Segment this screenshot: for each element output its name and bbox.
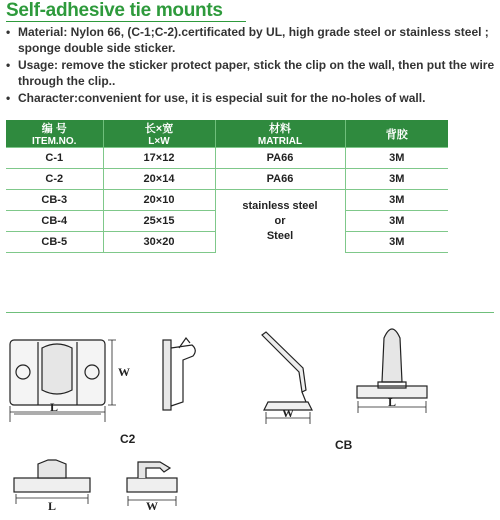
header-item-no-en: ITEM.NO. [32, 136, 77, 147]
bullet-list [4, 24, 498, 107]
bullet-dot: • [6, 91, 11, 105]
c2-front-view [10, 340, 116, 422]
cell-item: C-1 [6, 148, 103, 169]
header-material-en: MATRIAL [257, 136, 303, 147]
material-line: stainless steel [242, 199, 318, 212]
cell-material-merged [215, 190, 345, 253]
cell-item: CB-3 [6, 190, 103, 211]
cell-size: 20×14 [103, 169, 215, 190]
cell-item: C-2 [6, 169, 103, 190]
header-backing-cn: 背胶 [385, 128, 408, 141]
header-size [103, 120, 215, 148]
cell-size: 20×10 [103, 190, 215, 211]
table-header-row [6, 120, 448, 148]
header-material-cn: 材料 [269, 123, 291, 135]
table-row [6, 148, 448, 169]
cell-item: CB-4 [6, 211, 103, 232]
c2-width-label: W [118, 365, 130, 379]
bullet-text: Material: Nylon 66, (C-1;C-2).certificated by UL, high grade steel or stainless steel ; sponge double side sticker. [18, 25, 489, 55]
header-size-cn: 长×宽 [144, 123, 174, 135]
header-material [215, 120, 345, 148]
bullet-material [4, 24, 498, 56]
cell-size: 17×12 [103, 148, 215, 169]
bullet-dot: • [6, 25, 11, 39]
bottom-length-label: L [47, 499, 57, 513]
material-line: Steel [266, 229, 294, 242]
figure-label-cb: CB [335, 438, 353, 452]
bottom-width-label: W [146, 499, 158, 513]
bullet-character [4, 90, 498, 106]
bullet-text: Character:convenient for use, it is especial suit for the no-holes of wall. [18, 91, 426, 105]
cell-material: PA66 [215, 169, 345, 190]
header-backing [345, 120, 448, 148]
material-line: or [274, 214, 286, 227]
cell-backing: 3M [345, 232, 448, 253]
cell-item: CB-5 [6, 232, 103, 253]
cb-length-label: L [387, 395, 397, 409]
cell-size: 25×15 [103, 211, 215, 232]
bullet-text: Usage: remove the sticker protect paper, stick the clip on the wall, then put the wire through the clip.. [18, 58, 495, 88]
table-row [6, 190, 448, 211]
header-size-en: L×W [148, 136, 170, 147]
spec-table [6, 120, 448, 253]
cell-size: 30×20 [103, 232, 215, 253]
cell-backing: 3M [345, 190, 448, 211]
technical-drawings [0, 310, 500, 520]
cell-backing: 3M [345, 148, 448, 169]
cb-angled-width-label: W [282, 406, 294, 420]
page-title: Self-adhesive tie mounts [6, 0, 223, 21]
bullet-dot: • [6, 58, 11, 72]
bullet-usage [4, 57, 498, 89]
cell-backing: 3M [345, 211, 448, 232]
c2-length-label: L [49, 400, 59, 414]
bottom-front-view [14, 460, 90, 504]
cell-material: PA66 [215, 148, 345, 169]
title-underline [6, 21, 246, 22]
header-item-no-cn: 编 号 [41, 123, 67, 135]
cell-backing: 3M [345, 169, 448, 190]
table-row [6, 169, 448, 190]
figure-label-c2: C2 [120, 432, 136, 446]
header-item-no [6, 120, 103, 148]
c2-side-view [163, 338, 195, 410]
